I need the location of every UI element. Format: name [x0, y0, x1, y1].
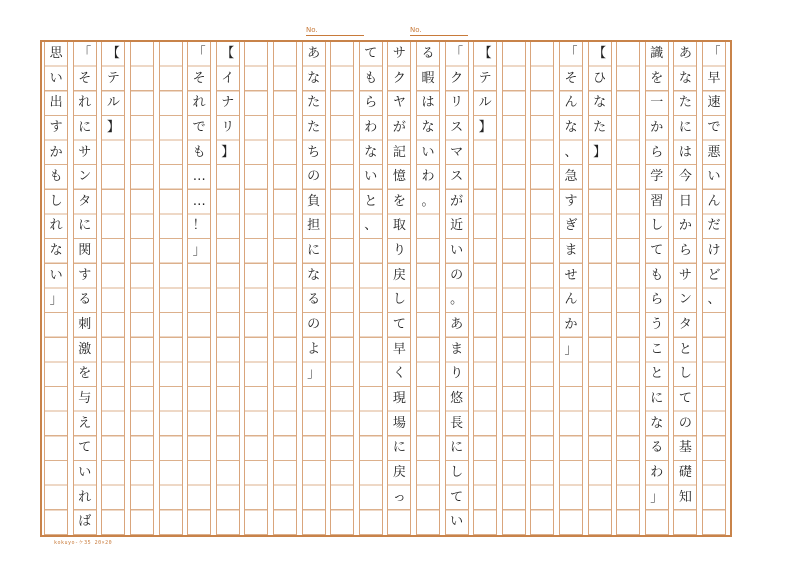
column-text: [360, 42, 382, 239]
character-cell: イ: [221, 70, 235, 86]
character-cell: し: [392, 292, 406, 308]
character-cell: を: [78, 366, 92, 382]
character-cell: れ: [49, 218, 63, 234]
character-cell: 、: [707, 292, 721, 308]
character-cell: に: [78, 218, 92, 234]
character-cell: し: [678, 366, 692, 382]
character-cell: っ: [392, 489, 406, 505]
character-cell: で: [192, 119, 206, 135]
character-cell: と: [364, 193, 378, 209]
character-cell: 担: [307, 218, 321, 234]
character-cell: そ: [78, 70, 92, 86]
character-cell: ま: [564, 243, 578, 259]
character-cell: 近: [450, 218, 464, 234]
character-cell: た: [593, 119, 607, 135]
character-cell: い: [450, 514, 464, 530]
character-cell: も: [192, 144, 206, 160]
manuscript-column: [645, 42, 669, 535]
character-cell: な: [564, 119, 578, 135]
character-cell: リ: [450, 95, 464, 111]
character-cell: だ: [707, 218, 721, 234]
character-cell: ン: [678, 292, 692, 308]
manuscript-column: [187, 42, 211, 535]
manuscript-column: [530, 42, 554, 535]
number-field-1: No.: [306, 26, 364, 36]
manuscript-column: [273, 42, 297, 535]
character-cell: 【: [478, 46, 492, 61]
manuscript-column: [130, 42, 154, 535]
character-cell: 「: [707, 46, 721, 61]
character-cell: て: [650, 243, 664, 259]
column-text: [646, 42, 668, 510]
manuscript-column: [244, 42, 268, 535]
column-text: [446, 42, 468, 535]
character-cell: ら: [364, 95, 378, 111]
character-cell: …: [192, 169, 206, 185]
character-cell: 知: [678, 489, 692, 505]
character-cell: 思: [49, 46, 63, 61]
character-cell: う: [650, 317, 664, 333]
column-text: [102, 42, 124, 141]
character-cell: し: [49, 193, 63, 209]
character-cell: る: [650, 440, 664, 456]
character-cell: と: [650, 366, 664, 382]
character-cell: ク: [450, 70, 464, 86]
character-cell: サ: [392, 46, 406, 61]
character-cell: な: [678, 70, 692, 86]
character-cell: 「: [192, 46, 206, 61]
character-cell: テ: [478, 70, 492, 86]
character-cell: 記: [392, 144, 406, 160]
manuscript-column: [330, 42, 354, 535]
character-cell: 習: [650, 193, 664, 209]
character-cell: い: [49, 267, 63, 283]
character-cell: タ: [78, 193, 92, 209]
character-cell: が: [392, 119, 406, 135]
column-text: [45, 42, 67, 313]
character-cell: か: [49, 144, 63, 160]
character-cell: か: [650, 119, 664, 135]
character-cell: を: [392, 193, 406, 209]
character-cell: 。: [450, 292, 464, 308]
character-cell: わ: [364, 119, 378, 135]
character-cell: り: [392, 243, 406, 259]
character-cell: 【: [106, 46, 120, 61]
character-cell: て: [450, 489, 464, 505]
column-text: [417, 42, 439, 214]
character-cell: に: [78, 119, 92, 135]
character-cell: よ: [307, 341, 321, 357]
manuscript-column: [616, 42, 640, 535]
character-cell: な: [650, 415, 664, 431]
character-cell: い: [421, 144, 435, 160]
character-cell: に: [650, 390, 664, 406]
character-cell: す: [564, 193, 578, 209]
character-cell: ク: [392, 70, 406, 86]
character-cell: で: [707, 119, 721, 135]
character-cell: ヤ: [392, 95, 406, 111]
character-cell: 「: [450, 46, 464, 61]
character-cell: 識: [650, 46, 664, 61]
character-cell: か: [678, 218, 692, 234]
character-cell: 現: [392, 390, 406, 406]
character-cell: 戻: [392, 267, 406, 283]
character-cell: て: [364, 46, 378, 61]
character-cell: 刺: [78, 317, 92, 333]
character-cell: 、: [564, 144, 578, 160]
character-cell: ス: [450, 169, 464, 185]
character-cell: る: [307, 292, 321, 308]
column-text: [560, 42, 582, 362]
character-cell: 「: [78, 46, 92, 61]
character-cell: 長: [450, 415, 464, 431]
column-text: [188, 42, 210, 264]
character-cell: 」: [49, 292, 63, 308]
character-cell: サ: [78, 144, 92, 160]
character-cell: な: [49, 243, 63, 259]
character-cell: え: [78, 415, 92, 431]
character-cell: り: [450, 366, 464, 382]
column-text: [589, 42, 611, 165]
character-cell: た: [678, 95, 692, 111]
character-cell: 取: [392, 218, 406, 234]
character-cell: れ: [78, 95, 92, 111]
character-cell: て: [678, 390, 692, 406]
character-cell: 」: [564, 341, 578, 357]
sheet-header: [0, 0, 800, 40]
character-cell: 暇: [421, 70, 435, 86]
character-cell: 早: [707, 70, 721, 86]
character-cell: 基: [678, 440, 692, 456]
character-cell: も: [364, 70, 378, 86]
character-cell: も: [49, 169, 63, 185]
character-cell: に: [392, 440, 406, 456]
character-cell: れ: [192, 95, 206, 111]
character-cell: ち: [307, 144, 321, 160]
manuscript-column: [473, 42, 497, 535]
character-cell: 」: [192, 243, 206, 259]
manuscript-sheet: [40, 40, 732, 537]
character-cell: ナ: [221, 95, 235, 111]
character-cell: あ: [678, 46, 692, 61]
character-cell: か: [564, 317, 578, 333]
character-cell: ！: [192, 218, 206, 234]
manuscript-column: [416, 42, 440, 535]
character-cell: な: [421, 119, 435, 135]
character-cell: ら: [650, 292, 664, 308]
character-cell: ン: [78, 169, 92, 185]
character-cell: の: [678, 415, 692, 431]
character-cell: な: [307, 267, 321, 283]
character-cell: サ: [678, 267, 692, 283]
character-cell: け: [707, 243, 721, 259]
character-cell: 【: [221, 46, 235, 61]
character-cell: 学: [650, 169, 664, 185]
manuscript-column: [73, 42, 97, 535]
character-cell: わ: [421, 169, 435, 185]
character-cell: の: [450, 267, 464, 283]
character-cell: 悪: [707, 144, 721, 160]
character-cell: わ: [650, 464, 664, 480]
character-cell: せ: [564, 267, 578, 283]
character-cell: 】: [478, 119, 492, 135]
character-cell: 一: [650, 95, 664, 111]
character-cell: て: [78, 440, 92, 456]
character-cell: 、: [364, 218, 378, 234]
character-cell: 礎: [678, 464, 692, 480]
character-cell: の: [307, 317, 321, 333]
character-cell: す: [49, 119, 63, 135]
character-cell: 」: [307, 366, 321, 382]
character-cell: い: [707, 169, 721, 185]
character-cell: と: [678, 341, 692, 357]
character-cell: 悠: [450, 390, 464, 406]
character-cell: ひ: [593, 70, 607, 86]
character-cell: は: [421, 95, 435, 111]
character-cell: …: [192, 193, 206, 209]
character-cell: 出: [49, 95, 63, 111]
character-cell: 戻: [392, 464, 406, 480]
character-cell: 】: [106, 119, 120, 135]
character-cell: な: [307, 70, 321, 86]
character-cell: る: [78, 292, 92, 308]
character-cell: ん: [564, 95, 578, 111]
character-cell: い: [49, 70, 63, 86]
character-cell: あ: [450, 317, 464, 333]
column-text: [303, 42, 325, 387]
character-cell: 【: [593, 46, 607, 61]
character-cell: ス: [450, 119, 464, 135]
manuscript-column: [445, 42, 469, 535]
character-cell: こ: [650, 341, 664, 357]
column-text: [474, 42, 496, 141]
character-cell: 激: [78, 341, 92, 357]
character-cell: ぎ: [564, 218, 578, 234]
character-cell: 」: [650, 489, 664, 505]
character-cell: に: [450, 440, 464, 456]
manuscript-column: [216, 42, 240, 535]
manuscript-column: [702, 42, 726, 535]
character-cell: す: [78, 267, 92, 283]
character-cell: な: [593, 95, 607, 111]
character-cell: 】: [593, 144, 607, 160]
character-cell: 「: [564, 46, 578, 61]
character-cell: ん: [564, 292, 578, 308]
manuscript-column: [44, 42, 68, 535]
character-cell: 与: [78, 390, 92, 406]
character-cell: て: [392, 317, 406, 333]
character-cell: に: [307, 243, 321, 259]
column-text: [703, 42, 725, 313]
character-cell: 今: [678, 169, 692, 185]
character-cell: れ: [78, 489, 92, 505]
manuscript-column: [673, 42, 697, 535]
character-cell: 場: [392, 415, 406, 431]
character-cell: い: [450, 243, 464, 259]
character-cell: 負: [307, 193, 321, 209]
character-cell: マ: [450, 144, 464, 160]
character-cell: 速: [707, 95, 721, 111]
character-cell: ば: [78, 514, 92, 530]
character-cell: た: [307, 95, 321, 111]
character-cell: テ: [106, 70, 120, 86]
character-cell: リ: [221, 119, 235, 135]
character-cell: ら: [678, 243, 692, 259]
character-cell: ル: [106, 95, 120, 111]
footer-code: kokuyo-ケ35 20×20: [54, 540, 113, 546]
character-cell: を: [650, 70, 664, 86]
manuscript-column: [588, 42, 612, 535]
character-cell: ん: [707, 193, 721, 209]
character-cell: ら: [650, 144, 664, 160]
character-cell: 関: [78, 243, 92, 259]
column-text: [217, 42, 239, 165]
column-text: [674, 42, 696, 510]
manuscript-column: [359, 42, 383, 535]
character-cell: し: [450, 464, 464, 480]
character-cell: 】: [221, 144, 235, 160]
character-cell: あ: [307, 46, 321, 61]
character-cell: ど: [707, 267, 721, 283]
character-cell: に: [678, 119, 692, 135]
character-cell: タ: [678, 317, 692, 333]
character-cell: は: [678, 144, 692, 160]
character-cell: の: [307, 169, 321, 185]
character-cell: が: [450, 193, 464, 209]
manuscript-column: [502, 42, 526, 535]
character-cell: そ: [192, 70, 206, 86]
character-cell: 。: [421, 193, 435, 209]
manuscript-column: [302, 42, 326, 535]
character-cell: そ: [564, 70, 578, 86]
column-text: [74, 42, 96, 535]
character-cell: 急: [564, 169, 578, 185]
character-cell: 憶: [392, 169, 406, 185]
character-cell: く: [392, 366, 406, 382]
character-cell: た: [307, 119, 321, 135]
manuscript-column: [101, 42, 125, 535]
character-cell: い: [78, 464, 92, 480]
character-cell: ま: [450, 341, 464, 357]
character-cell: な: [364, 144, 378, 160]
character-cell: い: [364, 169, 378, 185]
character-cell: し: [650, 218, 664, 234]
manuscript-column: [159, 42, 183, 535]
character-cell: 日: [678, 193, 692, 209]
character-cell: も: [650, 267, 664, 283]
character-cell: 早: [392, 341, 406, 357]
column-text: [388, 42, 410, 510]
number-field-2: No.: [410, 26, 468, 36]
manuscript-column: [387, 42, 411, 535]
manuscript-column: [559, 42, 583, 535]
character-cell: る: [421, 46, 435, 61]
character-cell: ル: [478, 95, 492, 111]
